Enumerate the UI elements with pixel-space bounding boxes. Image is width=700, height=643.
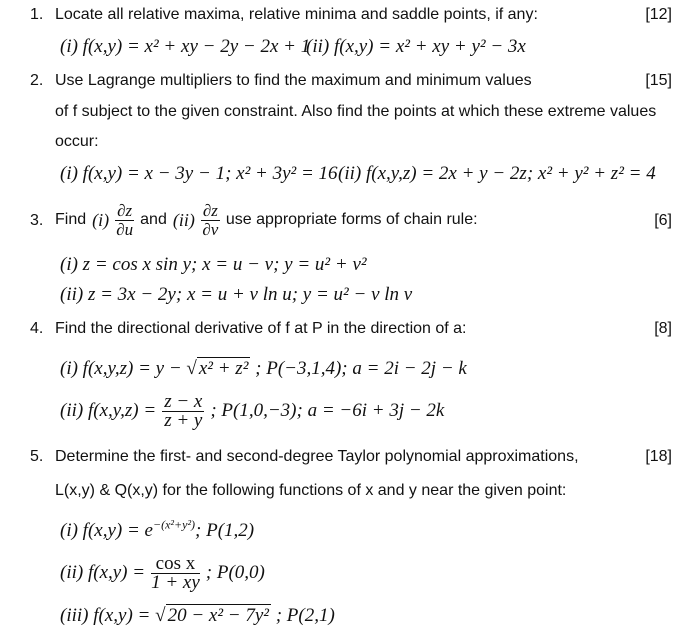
math-part-i	[60, 358, 467, 380]
math-part-i: (i) z = cos x sin y; x = u − v; y = u² + v²	[60, 254, 367, 275]
math-part-iii	[60, 605, 335, 627]
fraction	[162, 390, 204, 431]
fraction	[151, 552, 200, 593]
partial-z-v-fraction	[201, 202, 220, 239]
expression-start: (ii) f(x,y) =	[60, 562, 146, 583]
expression-end: ; P(1,2)	[195, 520, 255, 541]
expression-end: ; P(0,0)	[205, 562, 265, 583]
math-part-i: (i) f(x,y) = x² + xy − 2y − 2x + 1	[60, 36, 311, 57]
question-text: Find the directional derivative of f at P in the direction of a:	[55, 320, 467, 337]
question-text-line-3: occur:	[55, 133, 99, 150]
question-text-line-1: Determine the first- and second-degree Taylor polynomial approximations,	[55, 448, 579, 465]
fraction-denominator: z + y	[164, 409, 203, 431]
question-text-line-2: L(x,y) & Q(x,y) for the following functions of x and y near the given point:	[55, 482, 567, 499]
radicand: x² + z²	[198, 358, 249, 379]
marks-label: [8]	[654, 320, 672, 337]
math-part-ii: (ii) f(x,y,z) = 2x + y − 2z; x² + y² + z² = 4	[338, 163, 656, 184]
radicand: 20 − x² − 7y²	[167, 605, 269, 626]
math-part-ii	[60, 550, 265, 596]
fraction-denominator: 1 + xy	[151, 571, 200, 593]
question-text: Locate all relative maxima, relative minima and saddle points, if any:	[55, 6, 538, 23]
math-part-i: (i) f(x,y) = x − 3y − 1; x² + 3y² = 16	[60, 163, 338, 184]
partial-z-u-fraction	[115, 202, 134, 239]
math-part-ii	[60, 388, 444, 434]
expression-end: ; P(2,1)	[275, 605, 335, 626]
chain-rule-text: use appropriate forms of chain rule:	[225, 211, 478, 228]
fraction-numerator: ∂z	[202, 200, 218, 220]
question-text-line-1: Use Lagrange multipliers to find the maximum and minimum values	[55, 72, 532, 89]
part-ii-label: (ii)	[172, 209, 195, 230]
fraction-numerator: z − x	[164, 390, 203, 412]
and-label: and	[140, 211, 167, 228]
expression-start: (iii) f(x,y) =	[60, 605, 151, 626]
fraction-numerator: ∂z	[117, 200, 133, 220]
question-number: 2.	[30, 72, 44, 89]
math-part-ii: (ii) z = 3x − 2y; x = u + v ln u; y = u² − v ln v	[60, 284, 413, 305]
expression-end: ; P(1,0,−3); a = −6i + 3j − 2k	[210, 400, 445, 421]
question-number: 1.	[30, 6, 44, 23]
math-part-ii: (ii) f(x,y) = x² + xy + y² − 3x	[306, 36, 526, 57]
find-label: Find	[55, 211, 87, 228]
expression-start: (ii) f(x,y,z) =	[60, 400, 157, 421]
sqrt-symbol: √	[155, 605, 166, 626]
expression-start: (i) f(x,y) = e	[60, 520, 153, 541]
part-i-label: (i)	[92, 209, 110, 230]
question-number: 3.	[30, 212, 44, 229]
marks-label: [18]	[645, 448, 672, 465]
question-text	[55, 198, 478, 242]
exponent: −(x²+y²)	[153, 517, 196, 532]
marks-label: [15]	[645, 72, 672, 89]
math-part-i	[60, 517, 255, 542]
expression-start: (i) f(x,y,z) = y −	[60, 358, 182, 379]
marks-label: [6]	[654, 212, 672, 229]
fraction-numerator: cos x	[151, 555, 200, 574]
expression-end: ; P(−3,1,4); a = 2i − 2j − k	[255, 358, 467, 379]
sqrt-symbol: √	[186, 358, 197, 379]
marks-label: [12]	[645, 6, 672, 23]
question-text-line-2: of f subject to the given constraint. Also find the points at which these extreme values	[55, 103, 657, 120]
question-number: 5.	[30, 448, 44, 465]
question-number: 4.	[30, 320, 44, 337]
fraction-denominator: ∂u	[116, 219, 134, 239]
fraction-denominator: ∂v	[202, 219, 219, 239]
